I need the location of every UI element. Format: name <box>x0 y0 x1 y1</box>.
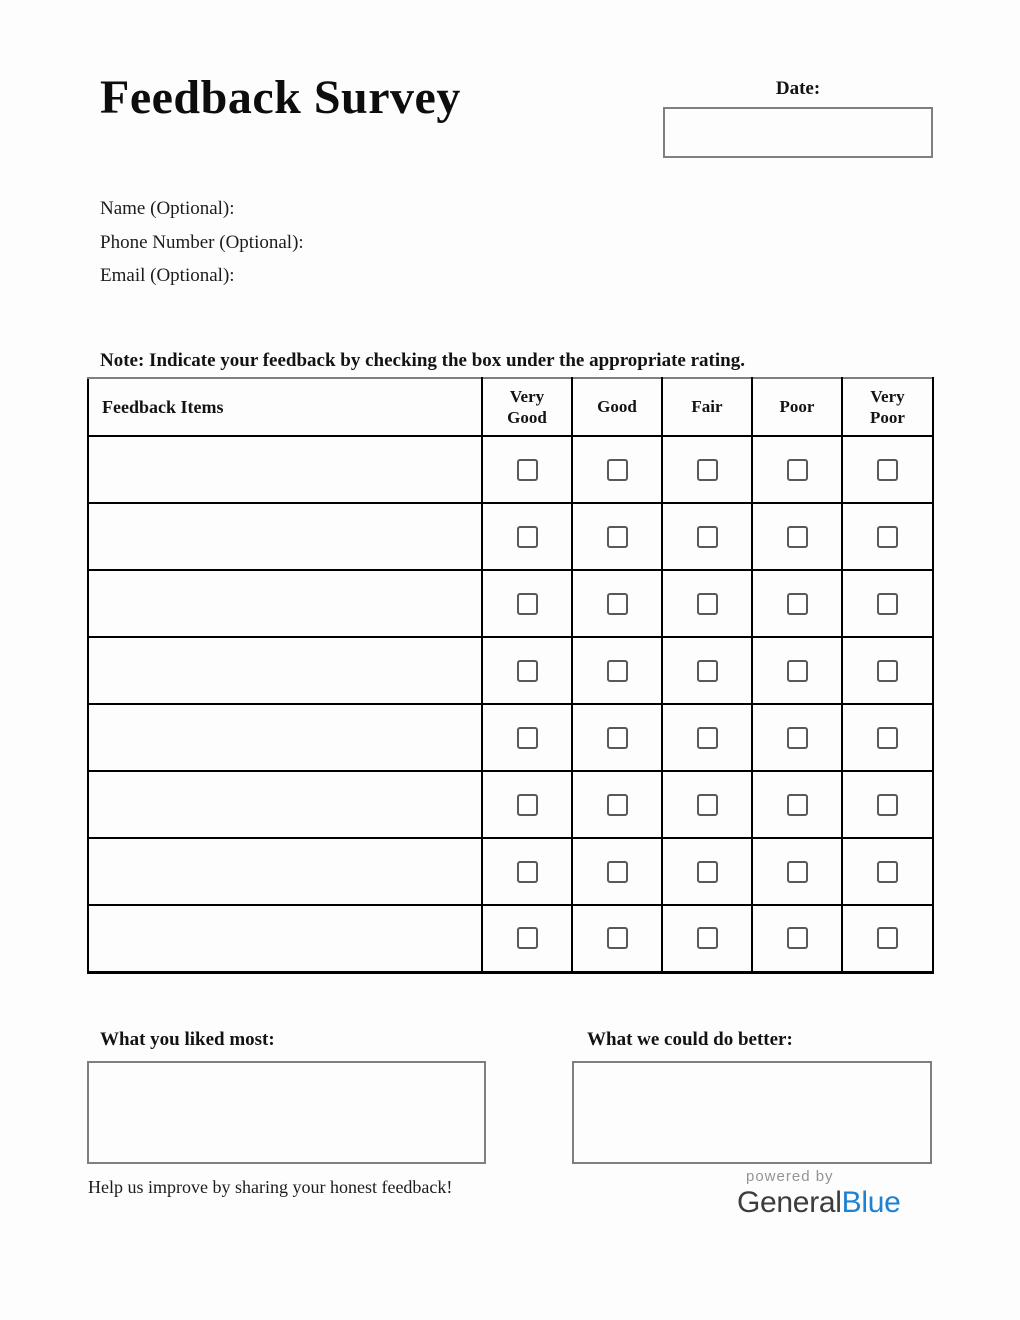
rating-cell-fair <box>662 838 752 905</box>
brand-blue-text: Blue <box>841 1186 901 1219</box>
checkbox-very-poor[interactable] <box>877 927 898 949</box>
feedback-rating-table <box>87 377 934 974</box>
rating-cell-good <box>572 503 662 570</box>
checkbox-very-poor[interactable] <box>877 459 898 481</box>
rating-cell-very-poor <box>842 570 933 637</box>
checkbox-poor[interactable] <box>787 927 808 949</box>
checkbox-fair[interactable] <box>697 927 718 949</box>
checkbox-fair[interactable] <box>697 660 718 682</box>
rating-cell-good <box>572 570 662 637</box>
date-input-box[interactable] <box>663 107 933 158</box>
checkbox-poor[interactable] <box>787 794 808 816</box>
instruction-note: Note: Indicate your feedback by checking the box under the appropriate rating. <box>100 350 745 371</box>
checkbox-very-poor[interactable] <box>877 861 898 883</box>
rating-cell-poor <box>752 503 842 570</box>
email-field-label: Email (Optional): <box>100 265 235 286</box>
checkbox-good[interactable] <box>607 459 628 481</box>
feedback-item-cell[interactable] <box>88 637 482 704</box>
checkbox-very-good[interactable] <box>517 526 538 548</box>
table-row <box>88 905 933 972</box>
rating-cell-poor <box>752 436 842 503</box>
rating-header-very-good: Very Good <box>482 378 572 436</box>
checkbox-good[interactable] <box>607 927 628 949</box>
rating-cell-good <box>572 838 662 905</box>
checkbox-fair[interactable] <box>697 727 718 749</box>
date-block <box>663 78 933 158</box>
rating-cell-very-poor <box>842 436 933 503</box>
rating-cell-very-good <box>482 905 572 972</box>
checkbox-good[interactable] <box>607 593 628 615</box>
rating-cell-fair <box>662 570 752 637</box>
checkbox-good[interactable] <box>607 861 628 883</box>
rating-cell-poor <box>752 704 842 771</box>
checkbox-very-good[interactable] <box>517 459 538 481</box>
email-field[interactable] <box>100 263 304 297</box>
rating-cell-fair <box>662 637 752 704</box>
checkbox-very-poor[interactable] <box>877 727 898 749</box>
phone-field-label: Phone Number (Optional): <box>100 231 304 253</box>
date-label: Date: <box>775 78 821 99</box>
checkbox-very-poor[interactable] <box>877 794 898 816</box>
rating-header-good: Good <box>572 378 662 436</box>
rating-cell-good <box>572 436 662 503</box>
brand-wordmark <box>737 1186 901 1219</box>
rating-cell-very-good <box>482 503 572 570</box>
phone-field[interactable] <box>100 230 304 264</box>
checkbox-very-good[interactable] <box>517 861 538 883</box>
table-row <box>88 637 933 704</box>
table-row <box>88 771 933 838</box>
table-row <box>88 436 933 503</box>
rating-cell-very-good <box>482 570 572 637</box>
general-blue-logo <box>737 1169 901 1218</box>
checkbox-fair[interactable] <box>697 459 718 481</box>
checkbox-good[interactable] <box>607 727 628 749</box>
feedback-item-cell[interactable] <box>88 704 482 771</box>
checkbox-good[interactable] <box>607 526 628 548</box>
rating-cell-very-poor <box>842 503 933 570</box>
name-field-label: Name (Optional): <box>100 198 235 219</box>
checkbox-poor[interactable] <box>787 727 808 749</box>
checkbox-poor[interactable] <box>787 526 808 548</box>
rating-cell-good <box>572 771 662 838</box>
rating-cell-good <box>572 905 662 972</box>
powered-by-text: powered by <box>746 1168 834 1185</box>
rating-header-poor: Poor <box>752 378 842 436</box>
checkbox-fair[interactable] <box>697 794 718 816</box>
name-field[interactable] <box>100 196 304 230</box>
rating-cell-very-poor <box>842 771 933 838</box>
rating-cell-poor <box>752 905 842 972</box>
page-title: Feedback Survey <box>100 71 461 124</box>
checkbox-very-good[interactable] <box>517 727 538 749</box>
rating-cell-poor <box>752 570 842 637</box>
checkbox-good[interactable] <box>607 794 628 816</box>
feedback-items-header: Feedback Items <box>88 378 482 436</box>
checkbox-very-poor[interactable] <box>877 526 898 548</box>
table-header-row <box>88 378 933 436</box>
rating-header-fair: Fair <box>662 378 752 436</box>
rating-cell-fair <box>662 436 752 503</box>
table-row <box>88 503 933 570</box>
feedback-item-cell[interactable] <box>88 838 482 905</box>
checkbox-very-good[interactable] <box>517 660 538 682</box>
rating-cell-fair <box>662 905 752 972</box>
rating-cell-very-poor <box>842 905 933 972</box>
contact-fields <box>100 196 304 297</box>
rating-cell-very-poor <box>842 838 933 905</box>
rating-cell-very-good <box>482 704 572 771</box>
checkbox-fair[interactable] <box>697 593 718 615</box>
brand-general-text: General <box>737 1186 842 1219</box>
rating-cell-fair <box>662 704 752 771</box>
rating-cell-very-good <box>482 838 572 905</box>
liked-most-label: What you liked most: <box>100 1029 275 1050</box>
feedback-item-cell[interactable] <box>88 771 482 838</box>
rating-cell-poor <box>752 771 842 838</box>
checkbox-very-good[interactable] <box>517 794 538 816</box>
rating-cell-very-poor <box>842 704 933 771</box>
checkbox-fair[interactable] <box>697 526 718 548</box>
do-better-label: What we could do better: <box>587 1029 793 1050</box>
table-row <box>88 838 933 905</box>
checkbox-very-good[interactable] <box>517 593 538 615</box>
checkbox-poor[interactable] <box>787 660 808 682</box>
liked-most-input-box[interactable] <box>87 1061 486 1164</box>
feedback-item-cell[interactable] <box>88 436 482 503</box>
checkbox-poor[interactable] <box>787 593 808 615</box>
rating-cell-good <box>572 637 662 704</box>
feedback-item-cell[interactable] <box>88 905 482 972</box>
rating-cell-very-good <box>482 436 572 503</box>
rating-cell-poor <box>752 838 842 905</box>
do-better-input-box[interactable] <box>572 1061 932 1164</box>
rating-header-very-poor: Very Poor <box>842 378 933 436</box>
checkbox-fair[interactable] <box>697 861 718 883</box>
table-row <box>88 704 933 771</box>
rating-cell-poor <box>752 637 842 704</box>
rating-cell-fair <box>662 771 752 838</box>
checkbox-good[interactable] <box>607 660 628 682</box>
rating-cell-very-good <box>482 637 572 704</box>
checkbox-poor[interactable] <box>787 459 808 481</box>
checkbox-very-poor[interactable] <box>877 660 898 682</box>
rating-cell-very-good <box>482 771 572 838</box>
feedback-item-cell[interactable] <box>88 570 482 637</box>
rating-cell-fair <box>662 503 752 570</box>
checkbox-poor[interactable] <box>787 861 808 883</box>
table-row <box>88 570 933 637</box>
rating-cell-good <box>572 704 662 771</box>
feedback-item-cell[interactable] <box>88 503 482 570</box>
help-text: Help us improve by sharing your honest feedback! <box>88 1177 453 1197</box>
checkbox-very-good[interactable] <box>517 927 538 949</box>
rating-cell-very-poor <box>842 637 933 704</box>
checkbox-very-poor[interactable] <box>877 593 898 615</box>
